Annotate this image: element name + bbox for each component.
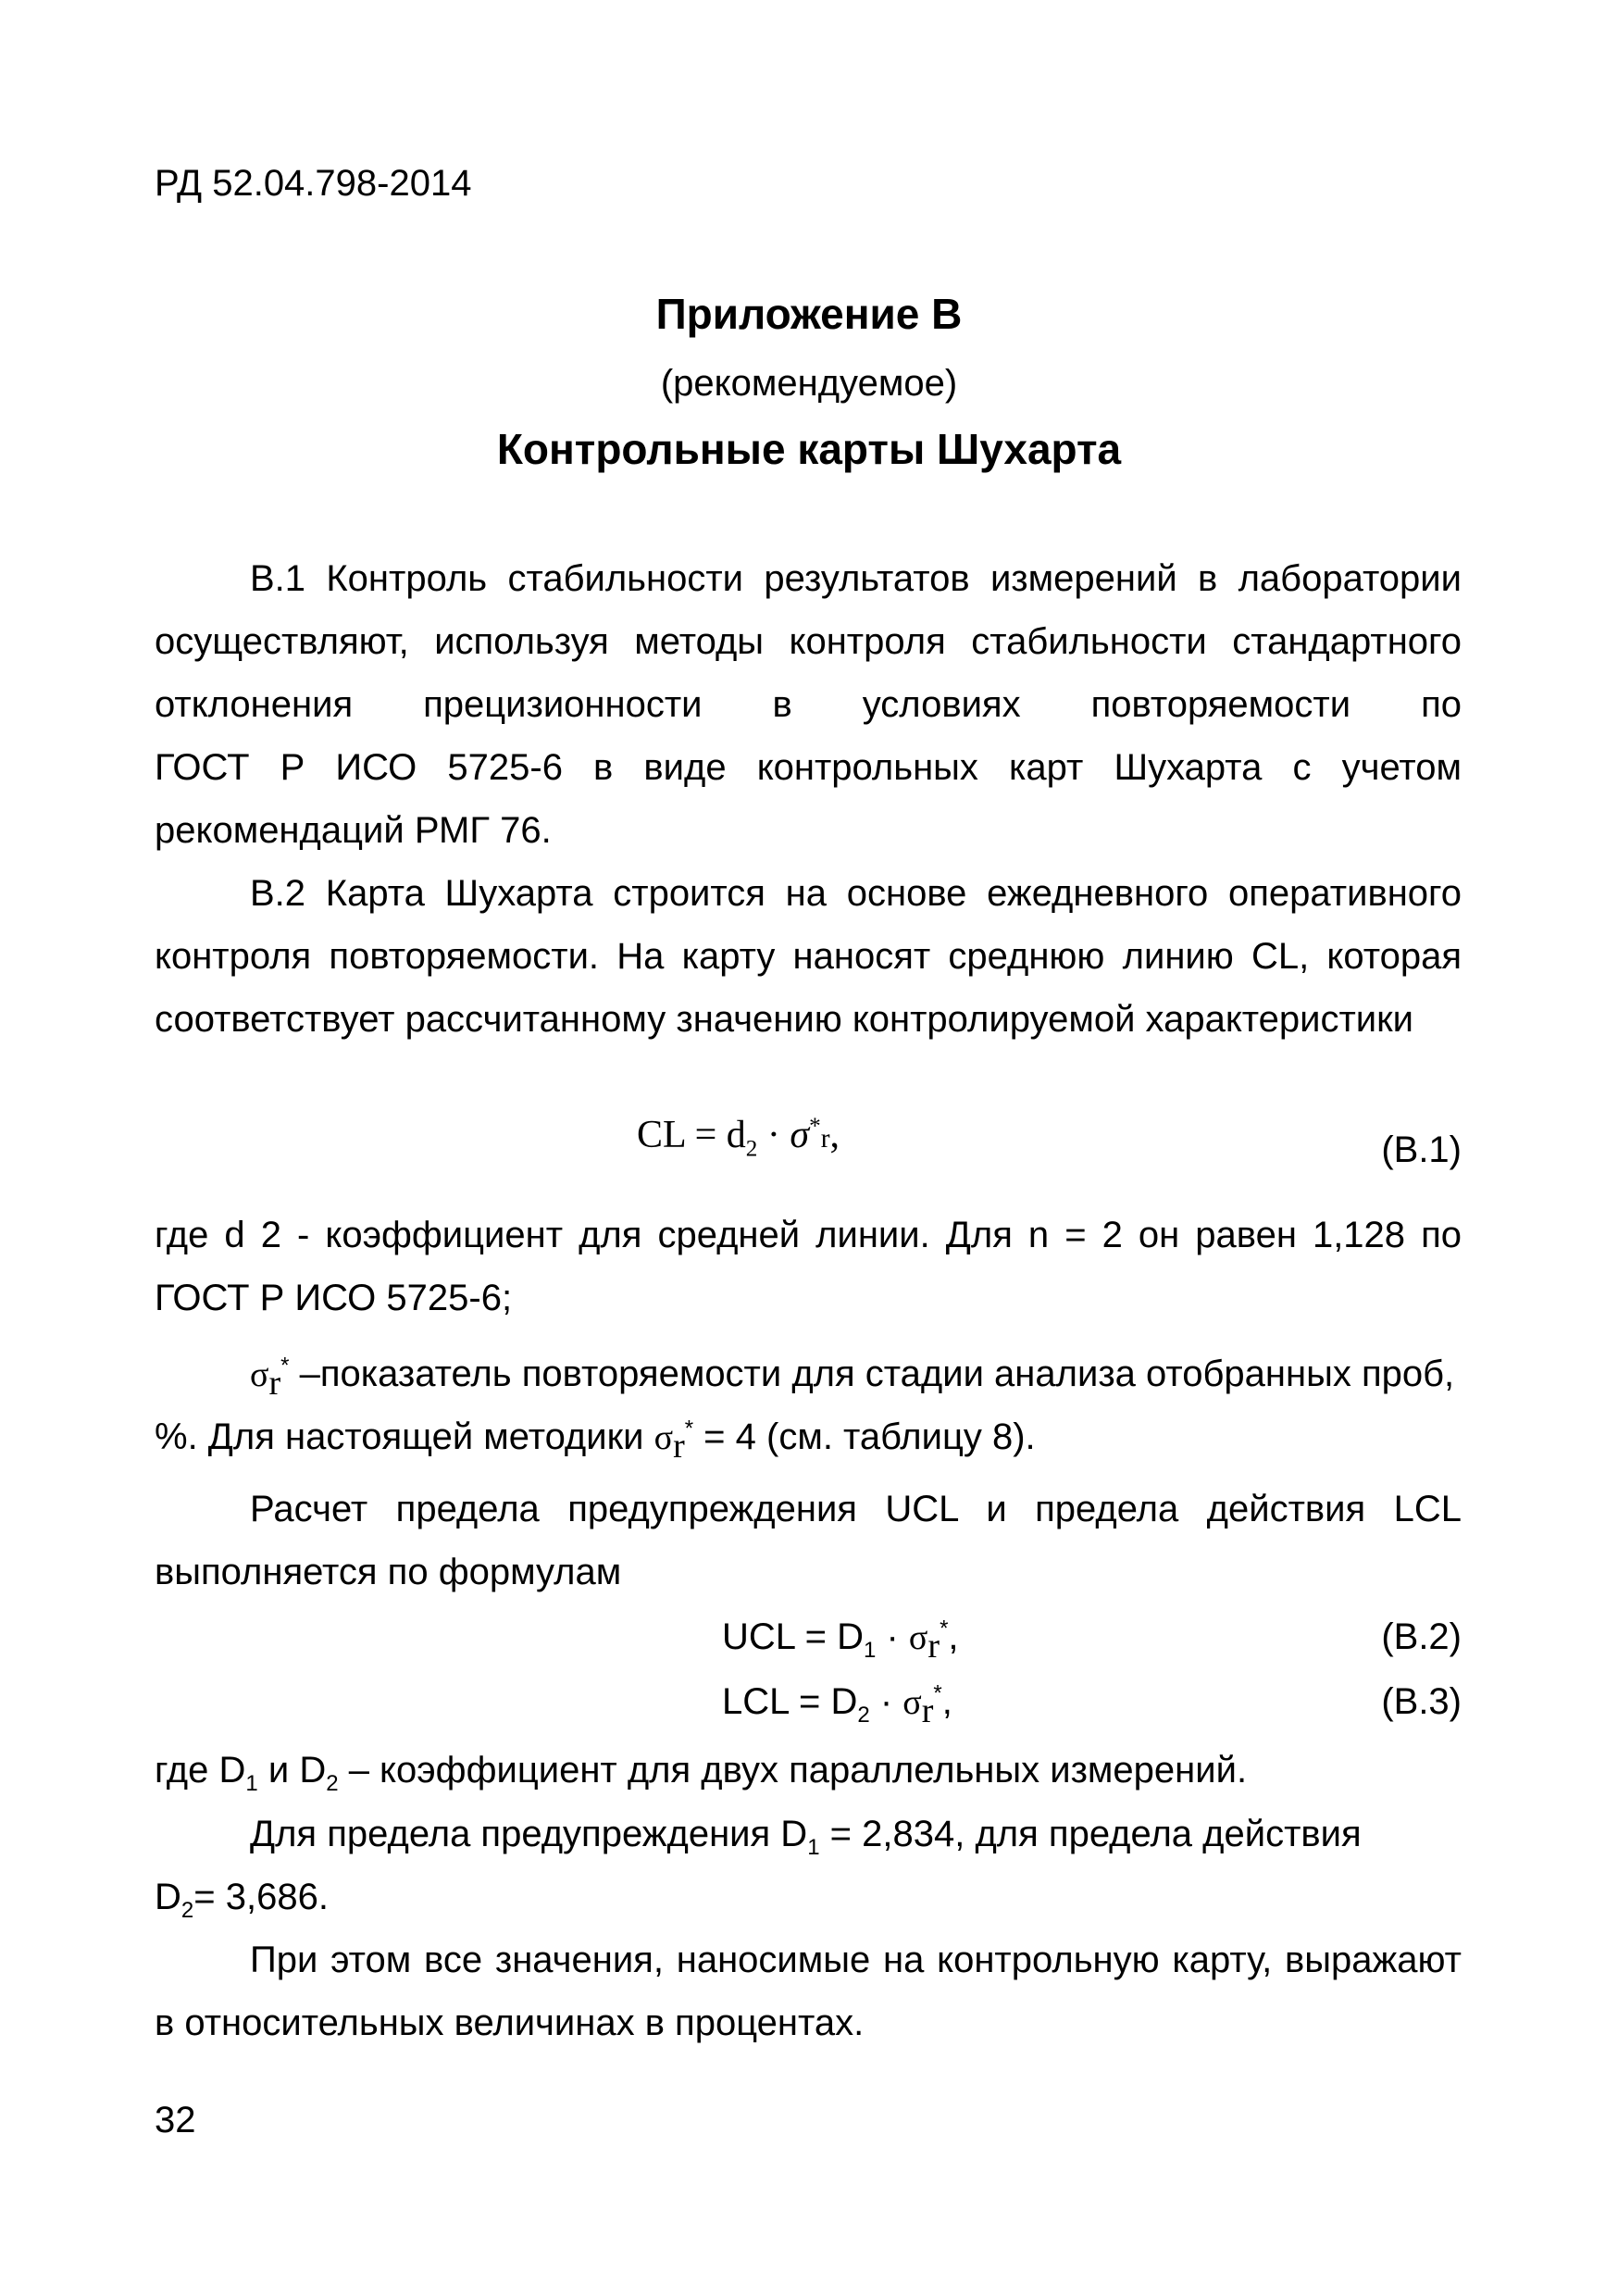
paragraph-b2-line: В.2 Карта Шухарта строится на основе ежедневного оперативного bbox=[250, 875, 1462, 914]
sigma-definition-line: %. Для настоящей методики $\sigma_r^* = 4$ (см. таблицу 8). bbox=[155, 1416, 1036, 1466]
where-d-line: где $D_1$ и $D_2$ – коэффициент для двух параллельных измерений. bbox=[155, 1750, 1248, 1796]
equation-number: (В.1) bbox=[1381, 1129, 1462, 1170]
paragraph-b2-line: контроля повторяемости. На карту наносят среднюю линию CL, которая bbox=[155, 938, 1462, 977]
final-paragraph-line: в относительных величинах в процентах. bbox=[155, 2003, 865, 2043]
paragraph-b1-line: осуществляют, используя методы контроля стабильности стандартного bbox=[155, 623, 1462, 662]
final-paragraph-line: При этом все значения, наносимые на контрольную карту, выражают bbox=[250, 1941, 1462, 1980]
where-d2-line: ГОСТ Р ИСО 5725-6; bbox=[155, 1278, 513, 1318]
limits-paragraph-line: Для предела предупреждения $D_1 = 2,834$, для предела действия bbox=[250, 1814, 1362, 1860]
sigma-definition-line: $\sigma_r^*$ –показатель повторяемости для стадии анализа отобранных проб, bbox=[250, 1353, 1455, 1403]
appendix-subtitle: (рекомендуемое) bbox=[660, 363, 958, 404]
where-d2-line: где d 2 - коэффициент для средней линии. Для n = 2 он равен 1,128 по bbox=[155, 1217, 1462, 1255]
formula-ucl: UCL = $D_1 \cdot \sigma_r^*$, bbox=[722, 1616, 959, 1666]
page-number: 32 bbox=[155, 2100, 196, 2140]
calculation-paragraph-line: Расчет предела предупреждения UCL и предела действия LCL bbox=[250, 1491, 1462, 1529]
paragraph-b1-line: ГОСТ Р ИСО 5725-6 в виде контрольных карт Шухарта с учетом bbox=[155, 749, 1462, 788]
calculation-paragraph-line: выполняется по формулам bbox=[155, 1552, 622, 1592]
equation-number: (В.2) bbox=[1381, 1616, 1462, 1657]
formula-cl: CL = $d_2 \cdot \sigma^*r$, bbox=[637, 1114, 840, 1162]
appendix-title: Приложение В bbox=[655, 290, 963, 338]
equation-number: (В.3) bbox=[1381, 1681, 1462, 1722]
paragraph-b1-line: рекомендаций РМГ 76. bbox=[155, 810, 552, 851]
appendix-heading: Контрольные карты Шухарта bbox=[496, 425, 1122, 473]
document-code: РД 52.04.798-2014 bbox=[155, 163, 472, 204]
paragraph-b1-line: В.1 Контроль стабильности результатов измерений в лаборатории bbox=[250, 560, 1462, 599]
formula-lcl: LCL = $D_2 \cdot \sigma_r^*$, bbox=[722, 1680, 952, 1730]
paragraph-b1-line: отклонения прецизионности в условиях повторяемости по bbox=[155, 686, 1462, 725]
paragraph-b2-line: соответствует рассчитанному значению контролируемой характеристики bbox=[155, 999, 1413, 1040]
limits-paragraph-line: $D_2= 3,686$. bbox=[155, 1877, 329, 1923]
